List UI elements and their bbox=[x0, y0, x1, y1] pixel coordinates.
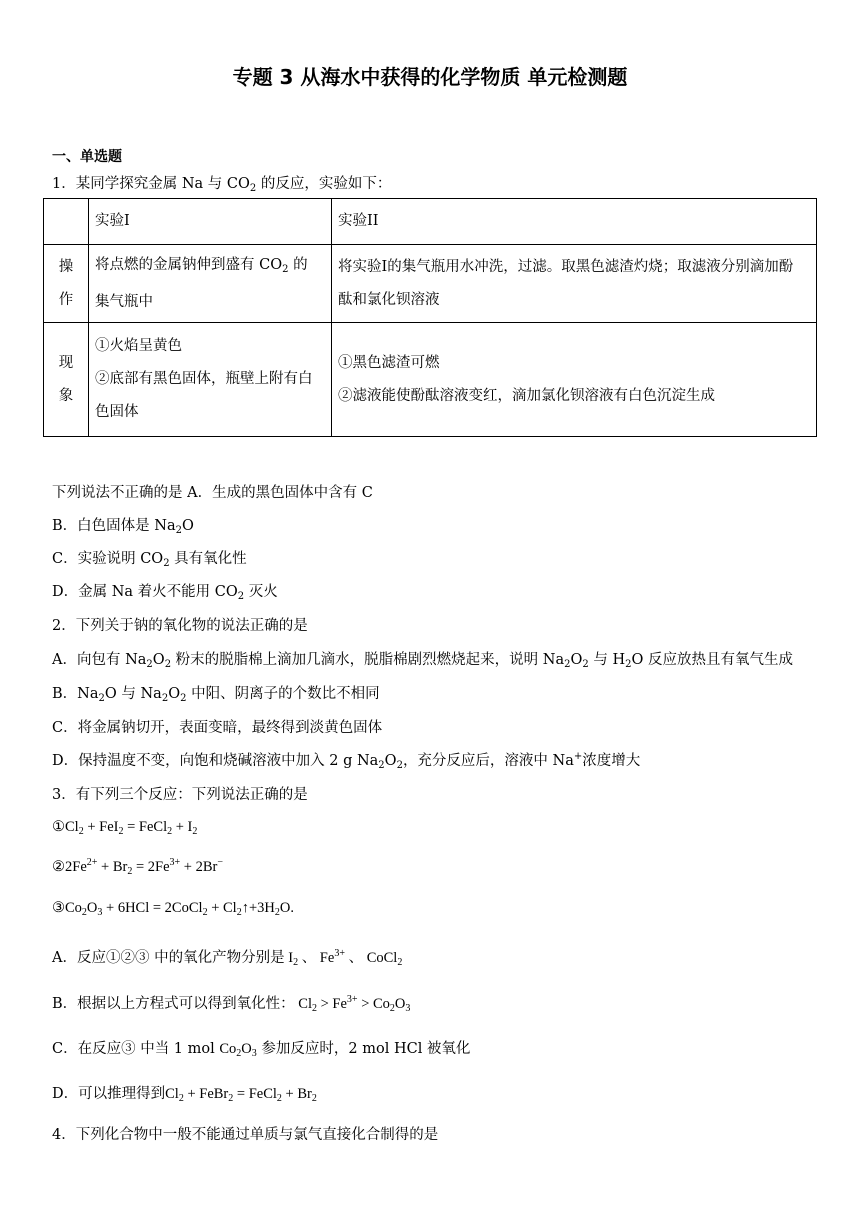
exp2-operation-cell: 将实验I的集气瓶用水冲洗，过滤。取黑色滤渣灼烧；取滤液分别滴加酚 酞和氯化钡溶液 bbox=[332, 245, 817, 323]
q3-option-c: C．在反应③ 中当 1 mol $Co_2O_3$ 参加反应时，2 mol HCl 被氧化 bbox=[52, 1041, 471, 1059]
row-label-phenomenon: 现 象 bbox=[44, 323, 89, 437]
table-corner-cell bbox=[44, 199, 89, 245]
row-label-operation: 操 作 bbox=[44, 245, 89, 323]
table-row-operation bbox=[44, 245, 817, 323]
question-1-stem: 1．某同学探究金属 Na 与 $CO_2$ 的反应，实验如下： bbox=[52, 176, 392, 194]
exp1-phenomenon-cell: ①火焰呈黄色 ②底部有黑色固体，瓶壁上附有白 色固体 bbox=[89, 323, 332, 437]
table-row-phenomenon bbox=[44, 323, 817, 437]
question-1-lead: 下列说法不正确的是 A．生成的黑色固体中含有 C bbox=[52, 485, 373, 501]
section-heading: 一、单选题 bbox=[52, 149, 122, 165]
table-header-exp1: 实验I bbox=[89, 199, 332, 245]
q1-option-b: B．白色固体是 $Na_2O$ bbox=[52, 518, 194, 536]
question-2-stem: 2．下列关于钠的氧化物的说法正确的是 bbox=[52, 618, 308, 634]
q2-option-b: B．$Na_2O$ 与 $Na_2O_2$ 中阳、阴离子的个数比不相同 bbox=[52, 686, 380, 704]
reaction-2: $②2Fe^{2+} + Br_2 = 2Fe^{3+} + 2Br^-$ bbox=[52, 857, 223, 877]
q3-option-a: A．反应①②③ 中的氧化产物分别是 $I_2$ 、 $Fe^{3+}$ 、 CoCl$_2$ bbox=[52, 948, 403, 968]
q2-option-a: A．向包有 $Na_2O_2$ 粉末的脱脂棉上滴加几滴水，脱脂棉剧烈燃烧起来，说明 $Na_2O_2$ 与 $H_2O$ 反应放热且有氧气生成 bbox=[52, 652, 794, 670]
experiment-table bbox=[43, 198, 817, 437]
q2-option-c: C．将金属钠切开，表面变暗，最终得到淡黄色固体 bbox=[52, 720, 383, 736]
question-4-stem: 4．下列化合物中一般不能通过单质与氯气直接化合制得的是 bbox=[52, 1127, 439, 1143]
q3-option-b: B．根据以上方程式可以得到氧化性： $Cl_2 > Fe^{3+} > Co_2O_3$ bbox=[52, 994, 411, 1014]
exp1-operation-cell: 将点燃的金属钠伸到盛有 $CO_2$ 的 集气瓶中 bbox=[89, 245, 332, 323]
table-header-exp2: 实验II bbox=[332, 199, 817, 245]
reaction-1: $①Cl_2 + FeI_2$ = FeCl$_2$ + $I_2$ bbox=[52, 819, 198, 837]
reaction-3: $③Co_2O_3 + 6HCl$ = 2CoCl$_2$ + $Cl_2↑+3H_2O$. bbox=[52, 900, 294, 918]
table-header-row bbox=[44, 199, 817, 245]
exp2-phenomenon-cell: ①黑色滤渣可燃 ②滤液能使酚酞溶液变红，滴加氯化钡溶液有白色沉淀生成 bbox=[332, 323, 817, 437]
q1-option-c: C．实验说明 $CO_2$ 具有氧化性 bbox=[52, 551, 247, 569]
q3-option-d: D．可以推理得到$Cl_2$ + FeBr$_2$ = FeCl$_2$ + $Br_2$ bbox=[52, 1086, 317, 1104]
question-3-stem: 3．有下列三个反应：下列说法正确的是 bbox=[52, 787, 308, 803]
q1-option-d: D．金属 Na 着火不能用 $CO_2$ 灭火 bbox=[52, 584, 278, 602]
page-title: 专题 3 从海水中获得的化学物质 单元检测题 bbox=[232, 65, 628, 89]
q2-option-d: D．保持温度不变，向饱和烧碱溶液中加入 2 g $Na_2O_2$，充分反应后，溶液中 Na+浓度增大 bbox=[52, 751, 641, 771]
